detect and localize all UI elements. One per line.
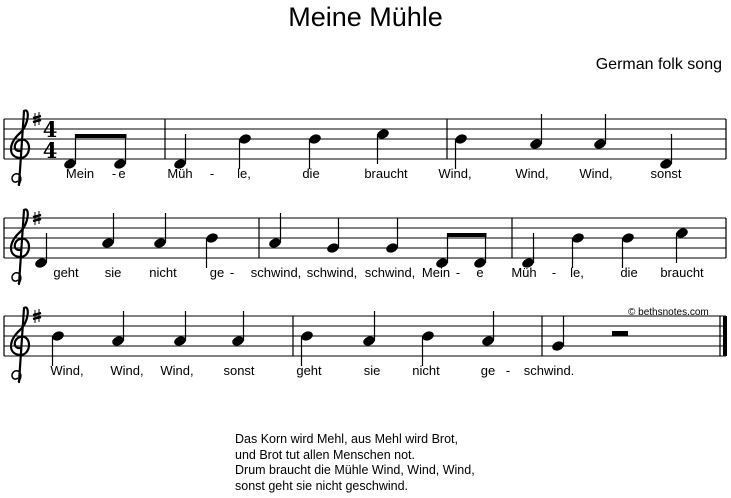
composer-credit: German folk song: [595, 56, 722, 73]
lyric-syllable: braucht: [660, 265, 704, 280]
verse-line: sonst geht sie nicht geschwind.: [235, 478, 409, 493]
lyric-syllable: -: [505, 363, 511, 378]
note: [551, 316, 565, 352]
lyric-syllable: sonst: [223, 363, 255, 378]
note: [326, 218, 340, 254]
final-bar-thick: [723, 316, 727, 356]
lyric-syllable: -: [209, 166, 215, 181]
sharp-stroke: [33, 313, 41, 315]
time-signature-top: 4: [42, 117, 58, 142]
lyric-syllable: nicht: [149, 265, 177, 280]
lyric-syllable: Wind,: [110, 363, 144, 378]
treble-clef-icon: [11, 307, 29, 382]
lyric-syllable: Wind,: [160, 363, 194, 378]
lyric-syllable: schwind,: [306, 265, 358, 280]
lyric-syllable: e: [118, 166, 126, 181]
time-signature-bottom: 4: [42, 138, 58, 163]
lyric-syllable: Wind,: [50, 363, 84, 378]
verse-line: und Brot tut allen Menschen not.: [235, 447, 415, 462]
lyric-syllable: ge: [209, 265, 225, 280]
lyric-syllable: -: [551, 265, 557, 280]
treble-clef-icon: [11, 110, 29, 185]
copyright-notice: © bethsnotes.com: [628, 307, 709, 318]
lyric-syllable: die: [620, 265, 638, 280]
half-rest-icon: [612, 331, 628, 336]
verse-text: [235, 432, 475, 494]
sharp-stroke: [33, 317, 41, 319]
note: [571, 232, 585, 268]
lyric-syllable: braucht: [364, 166, 408, 181]
lyric-syllable: le,: [570, 265, 584, 280]
clef-body-stroke: [11, 110, 29, 185]
note: [205, 232, 219, 268]
lyric-syllable: sie: [104, 265, 122, 280]
lyric-syllable: Wind,: [438, 166, 472, 181]
lyric-syllable: sonst: [650, 166, 682, 181]
sharp-stroke: [33, 219, 41, 221]
lyric-syllable: e: [476, 265, 484, 280]
note: [308, 133, 322, 169]
lyric-syllable: -: [455, 265, 461, 280]
note: [238, 133, 252, 169]
note: [385, 218, 399, 254]
lyric-syllable: die: [302, 166, 320, 181]
lyric-syllable: ge: [480, 363, 496, 378]
sharp-stroke: [33, 120, 41, 122]
note: [300, 330, 314, 366]
note: [454, 133, 468, 169]
lyric-syllable: Wind,: [579, 166, 613, 181]
lyric-syllable: Mein: [421, 265, 451, 280]
lyric-syllable: Wind,: [515, 166, 549, 181]
sharp-stroke: [33, 215, 41, 217]
lyric-syllable: nicht: [412, 363, 440, 378]
lyric-syllable: schwind.: [523, 363, 575, 378]
verse-line: Das Korn wird Mehl, aus Mehl wird Brot,: [235, 432, 458, 446]
lyric-syllable: geht: [296, 363, 322, 378]
lyric-syllable: Mein: [65, 166, 95, 181]
clef-body-stroke: [11, 209, 29, 284]
verse-line: Drum braucht die Mühle Wind, Wind, Wind,: [235, 463, 475, 477]
note-beam: [76, 134, 127, 138]
lyric-syllable: -: [111, 166, 117, 181]
note: [421, 330, 435, 366]
lyric-syllable: geht: [53, 265, 79, 280]
lyric-syllable: Müh: [167, 166, 193, 181]
lyric-syllable: Müh: [511, 265, 537, 280]
lyric-syllable: schwind,: [364, 265, 416, 280]
lyric-syllable: -: [229, 265, 235, 280]
clef-body-stroke: [11, 307, 29, 382]
note: [621, 232, 635, 268]
treble-clef-icon: [11, 209, 29, 284]
lyric-syllable: le,: [237, 166, 251, 181]
song-title: Meine Mühle: [288, 2, 443, 32]
lyric-syllable: schwind,: [250, 265, 302, 280]
note-beam: [448, 233, 487, 237]
note: [51, 330, 65, 366]
lyric-syllable: sie: [363, 363, 381, 378]
sharp-stroke: [33, 116, 41, 118]
